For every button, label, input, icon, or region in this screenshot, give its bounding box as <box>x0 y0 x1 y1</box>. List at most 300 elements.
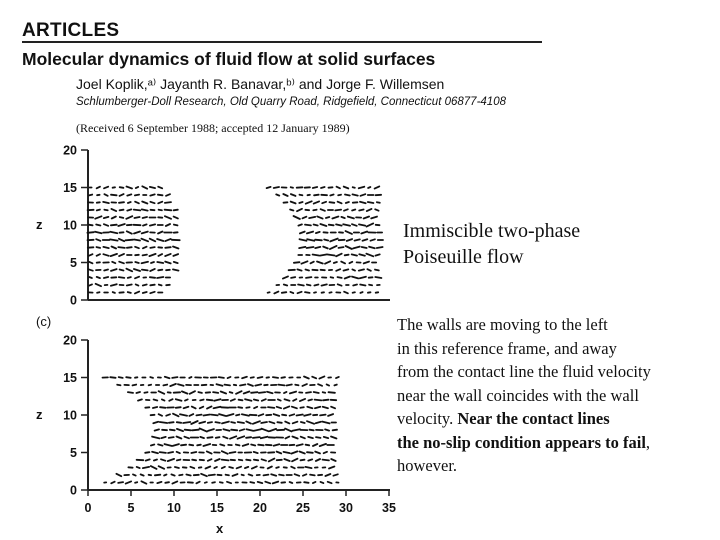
velocity-vector <box>214 467 217 468</box>
velocity-vector <box>284 452 290 453</box>
velocity-vector <box>274 187 279 188</box>
caption-line: near the wall coincides with the wall <box>397 385 639 405</box>
y-ticks-bottom <box>63 334 88 498</box>
velocity-vector <box>189 445 193 446</box>
velocity-vector <box>203 444 210 446</box>
velocity-vector <box>262 399 266 401</box>
velocity-vector <box>346 231 353 234</box>
x-tick-label: 35 <box>382 501 396 515</box>
velocity-vector <box>293 422 298 424</box>
velocity-vector <box>236 391 242 394</box>
velocity-vector <box>174 225 178 226</box>
velocity-vector <box>219 377 224 378</box>
velocity-vector <box>363 239 368 240</box>
velocity-vector <box>290 392 296 394</box>
velocity-vector <box>298 292 302 293</box>
velocity-vector <box>367 223 374 226</box>
velocity-vector <box>262 459 266 460</box>
velocity-vector <box>244 392 250 394</box>
velocity-vector <box>304 377 309 379</box>
authors: Joel Koplik,ᵃ⁾ Jayanth R. Banavar,ᵇ⁾ and Jorge F. Willemsen <box>76 76 445 92</box>
velocity-vector <box>153 422 158 423</box>
velocity-vector <box>217 384 223 386</box>
velocity-vector <box>252 466 257 468</box>
velocity-vector <box>287 385 292 386</box>
velocity-vector <box>301 261 307 263</box>
velocity-vector <box>321 187 325 188</box>
velocity-vector <box>331 437 337 439</box>
velocity-vector <box>303 217 307 219</box>
velocity-vector <box>111 284 117 286</box>
velocity-vector <box>348 217 354 219</box>
velocity-vector <box>259 392 265 393</box>
velocity-vector <box>160 452 166 453</box>
velocity-vector <box>239 460 243 461</box>
velocity-vector <box>285 437 289 439</box>
velocity-vector <box>338 277 342 278</box>
velocity-vector <box>301 460 305 461</box>
velocity-vector <box>307 232 313 234</box>
velocity-vector <box>267 187 271 188</box>
velocity-vector <box>97 247 101 248</box>
velocity-vector <box>184 407 189 408</box>
y-tick-label: 5 <box>70 446 77 460</box>
velocity-vector <box>133 474 136 475</box>
velocity-vector <box>325 474 330 476</box>
velocity-vector <box>142 209 148 210</box>
velocity-vector <box>345 195 350 196</box>
velocity-vector <box>158 254 162 256</box>
velocity-vector <box>161 437 165 438</box>
velocity-vector <box>254 429 261 431</box>
x-tick-label: 30 <box>339 501 353 515</box>
velocity-vector <box>191 452 196 453</box>
plot-top <box>36 144 390 308</box>
section-label: ARTICLES <box>22 20 120 41</box>
velocity-vector <box>153 407 157 408</box>
velocity-vector <box>168 452 173 453</box>
velocity-vector <box>302 384 307 386</box>
velocity-vector <box>127 247 132 248</box>
velocity-vector <box>165 377 170 378</box>
velocity-vector <box>97 187 100 189</box>
velocity-vector <box>133 385 137 386</box>
velocity-vector <box>307 239 314 241</box>
velocity-vector <box>368 187 370 188</box>
velocity-vector <box>320 415 326 416</box>
velocity-vector <box>313 255 319 256</box>
velocity-vector <box>316 232 320 233</box>
velocity-vector <box>166 224 170 226</box>
velocity-vector <box>177 460 181 461</box>
velocity-vector <box>291 187 293 188</box>
velocity-vector <box>291 467 295 469</box>
velocity-vector <box>151 445 154 446</box>
velocity-vector <box>330 202 335 203</box>
velocity-vector <box>238 422 244 423</box>
velocity-vector <box>96 239 100 241</box>
velocity-vector <box>226 475 229 476</box>
velocity-vector <box>360 202 366 203</box>
velocity-vector <box>165 239 170 241</box>
panel-label-c: (c) <box>36 314 52 329</box>
velocity-vector <box>135 262 139 263</box>
velocity-vector <box>169 422 174 423</box>
velocity-vector <box>359 187 365 189</box>
velocity-vector <box>344 209 348 210</box>
velocity-vector <box>306 270 310 271</box>
velocity-vector <box>292 459 298 462</box>
velocity-vector <box>120 217 124 218</box>
velocity-vector <box>240 385 245 386</box>
velocity-vector <box>316 422 321 423</box>
velocity-vector <box>292 437 297 439</box>
velocity-vector <box>112 217 116 219</box>
velocity-vector <box>227 482 231 483</box>
velocity-vector <box>359 224 365 225</box>
velocity-vector <box>304 414 310 416</box>
velocity-vector <box>222 451 228 454</box>
velocity-vector <box>112 247 117 249</box>
velocity-vector <box>323 247 328 249</box>
velocity-vector <box>307 247 314 248</box>
velocity-vector <box>151 466 157 469</box>
velocity-vector <box>245 399 251 401</box>
y-tick-label: 10 <box>63 218 77 233</box>
velocity-vector <box>375 277 381 278</box>
velocity-vector <box>174 210 178 211</box>
velocity-vector <box>254 400 258 401</box>
velocity-vector <box>135 195 139 196</box>
velocity-vector <box>229 467 233 468</box>
velocity-vector <box>327 384 330 385</box>
velocity-vector <box>189 377 191 378</box>
velocity-vector <box>185 430 191 431</box>
velocity-vector <box>222 467 225 468</box>
velocity-vector <box>150 247 154 248</box>
plot-bottom <box>36 314 396 536</box>
velocity-vector <box>97 210 100 211</box>
velocity-vector <box>283 276 288 278</box>
velocity-vector <box>291 194 296 196</box>
velocity-vector <box>89 225 93 226</box>
velocity-vector <box>255 384 261 385</box>
velocity-vector <box>246 407 249 408</box>
velocity-vector <box>259 414 264 416</box>
velocity-vector <box>160 422 168 423</box>
velocity-vector <box>246 437 251 438</box>
velocity-vector <box>126 216 132 219</box>
velocity-vector <box>135 202 139 204</box>
velocity-vector <box>331 277 334 278</box>
velocity-vector <box>341 217 344 218</box>
velocity-vector <box>159 391 165 394</box>
velocity-vector <box>169 399 172 401</box>
velocity-vector <box>353 285 357 286</box>
x-axis-label-bottom: x <box>216 521 224 536</box>
velocity-vector <box>321 209 325 211</box>
velocity-vector <box>367 269 371 271</box>
velocity-vector <box>336 269 340 271</box>
velocity-vector <box>273 377 278 378</box>
velocity-vector <box>292 429 300 431</box>
velocity-vector <box>315 247 320 248</box>
velocity-vector <box>352 254 357 255</box>
velocity-vector <box>104 210 107 211</box>
velocity-vector <box>89 195 92 196</box>
velocity-vector <box>110 232 117 233</box>
velocity-vector <box>88 269 92 270</box>
velocity-vector <box>176 407 181 408</box>
velocity-vector <box>291 451 297 453</box>
velocity-vector <box>273 482 279 484</box>
velocity-vector <box>164 475 166 476</box>
velocity-vector <box>160 407 165 408</box>
velocity-vector <box>169 437 174 438</box>
velocity-vector <box>239 400 243 401</box>
velocity-vector <box>303 474 307 475</box>
velocity-vector <box>165 202 171 203</box>
y-tick-label: 20 <box>63 143 77 158</box>
velocity-vector <box>118 247 125 248</box>
velocity-vector <box>176 399 182 401</box>
velocity-vector <box>264 475 269 476</box>
velocity-vector <box>352 277 358 279</box>
velocity-vector <box>163 385 167 386</box>
velocity-vector <box>208 422 212 423</box>
velocity-vector <box>173 254 178 256</box>
velocity-vector <box>143 224 147 225</box>
velocity-vector <box>333 430 337 431</box>
velocity-vector <box>341 262 345 264</box>
velocity-vector <box>165 262 171 264</box>
velocity-vector <box>281 377 285 378</box>
velocity-vector <box>364 217 370 219</box>
vector-field-top <box>87 186 383 293</box>
caption-line: The walls are moving to the left <box>397 315 608 334</box>
velocity-vector <box>136 392 140 393</box>
velocity-vector <box>331 459 336 461</box>
velocity-vector <box>242 377 247 378</box>
velocity-vector <box>313 187 317 188</box>
velocity-vector <box>159 466 165 469</box>
velocity-vector <box>141 474 144 475</box>
velocity-vector <box>277 422 281 423</box>
velocity-vector <box>359 254 365 255</box>
velocity-vector <box>359 210 363 211</box>
velocity-vector <box>128 292 131 293</box>
velocity-vector <box>343 224 350 225</box>
velocity-vector <box>367 209 372 211</box>
caption-line: in this reference frame, and away <box>397 338 617 358</box>
velocity-vector <box>321 482 324 483</box>
velocity-vector <box>112 262 115 263</box>
velocity-vector <box>213 392 218 393</box>
velocity-vector <box>180 414 187 415</box>
velocity-vector <box>338 202 342 204</box>
velocity-vector <box>359 269 364 270</box>
velocity-vector <box>352 224 357 226</box>
velocity-vector <box>328 414 333 416</box>
caption-text: velocity. <box>397 409 454 428</box>
velocity-vector <box>120 187 124 188</box>
velocity-vector <box>360 292 362 293</box>
velocity-vector <box>135 247 139 248</box>
velocity-vector <box>150 224 155 225</box>
velocity-vector <box>314 392 319 393</box>
velocity-vector <box>328 482 332 483</box>
velocity-vector <box>334 385 336 386</box>
velocity-vector <box>158 232 163 234</box>
velocity-vector <box>154 400 158 401</box>
velocity-vector <box>314 201 319 203</box>
velocity-vector <box>200 400 203 401</box>
velocity-vector <box>212 482 215 483</box>
velocity-vector <box>282 415 286 416</box>
velocity-vector <box>111 482 115 484</box>
velocity-vector <box>334 262 337 263</box>
velocity-vector <box>222 422 229 424</box>
velocity-vector <box>170 384 176 386</box>
velocity-vector <box>293 399 296 401</box>
velocity-vector <box>119 377 123 378</box>
velocity-vector <box>295 474 300 476</box>
velocity-vector <box>228 377 231 378</box>
velocity-vector <box>120 210 124 211</box>
velocity-vector <box>369 247 375 249</box>
velocity-vector <box>377 247 383 248</box>
velocity-vector <box>177 422 181 423</box>
velocity-vector <box>243 444 249 446</box>
velocity-vector <box>278 385 284 386</box>
velocity-vector <box>104 277 108 278</box>
velocity-vector <box>200 407 204 409</box>
velocity-vector <box>184 437 189 439</box>
velocity-vector <box>300 232 305 234</box>
velocity-vector <box>144 392 147 393</box>
velocity-vector <box>361 194 366 196</box>
velocity-vector <box>173 444 179 446</box>
velocity-vector <box>120 194 124 196</box>
velocity-vector <box>150 377 153 378</box>
velocity-vector <box>152 452 158 453</box>
velocity-vector <box>246 460 250 461</box>
velocity-vector <box>300 452 305 454</box>
y-tick-label: 15 <box>63 371 77 385</box>
velocity-vector <box>310 430 314 431</box>
x-tick-label: 15 <box>210 501 224 515</box>
velocity-vector <box>198 392 202 393</box>
velocity-vector <box>221 392 226 394</box>
velocity-vector <box>172 377 177 378</box>
velocity-vector <box>336 224 342 225</box>
velocity-vector <box>120 270 124 271</box>
velocity-vector <box>231 430 237 431</box>
velocity-vector <box>104 187 108 189</box>
velocity-vector <box>329 225 334 226</box>
velocity-vector <box>118 482 123 483</box>
velocity-vector <box>222 460 229 461</box>
velocity-vector <box>346 246 352 249</box>
velocity-vector <box>301 422 305 423</box>
velocity-vector <box>306 445 310 446</box>
velocity-vector <box>200 428 207 431</box>
velocity-vector <box>333 474 337 475</box>
velocity-vector <box>119 202 124 203</box>
velocity-vector <box>142 186 147 188</box>
velocity-vector <box>246 429 253 430</box>
velocity-vector <box>97 277 100 278</box>
velocity-vector <box>155 475 160 476</box>
velocity-vector <box>142 232 148 234</box>
velocity-vector <box>207 406 212 408</box>
velocity-vector <box>285 422 289 424</box>
velocity-vector <box>177 429 183 431</box>
velocity-vector <box>192 430 199 431</box>
velocity-vector <box>285 399 290 400</box>
velocity-vector <box>300 407 303 408</box>
velocity-vector <box>319 376 324 378</box>
velocity-vector <box>146 459 150 460</box>
velocity-vector <box>284 459 289 461</box>
velocity-vector <box>277 407 281 408</box>
velocity-vector <box>127 209 131 210</box>
velocity-vector <box>172 481 177 483</box>
velocity-vector <box>209 475 215 476</box>
velocity-vector <box>143 255 147 256</box>
velocity-vector <box>353 187 355 188</box>
velocity-vector <box>166 414 170 415</box>
velocity-vector <box>154 460 157 461</box>
velocity-vector <box>110 377 115 378</box>
velocity-vector <box>322 284 327 285</box>
velocity-vector <box>158 202 162 204</box>
velocity-vector <box>111 269 117 271</box>
velocity-vector <box>103 202 109 203</box>
y-tick-label: 10 <box>63 408 77 423</box>
velocity-vector <box>312 377 316 379</box>
velocity-vector <box>325 429 329 430</box>
velocity-vector <box>242 475 244 476</box>
velocity-vector <box>97 254 100 256</box>
velocity-vector <box>369 285 372 286</box>
velocity-vector <box>316 459 320 461</box>
velocity-vector <box>238 436 245 438</box>
velocity-vector <box>328 255 335 256</box>
velocity-vector <box>149 385 152 386</box>
velocity-vector <box>134 210 141 211</box>
velocity-vector <box>345 255 349 256</box>
velocity-vector <box>192 460 196 461</box>
velocity-vector <box>230 392 233 393</box>
velocity-vector <box>189 414 193 416</box>
velocity-vector <box>330 239 338 242</box>
velocity-vector <box>261 437 268 439</box>
velocity-vector <box>349 262 352 263</box>
velocity-vector <box>352 210 355 211</box>
velocity-vector <box>134 240 140 241</box>
velocity-vector <box>155 429 159 430</box>
velocity-vector <box>200 437 204 438</box>
velocity-vector <box>220 444 224 445</box>
velocity-vector <box>141 239 148 242</box>
velocity-vector <box>135 292 139 294</box>
velocity-vector <box>197 445 201 446</box>
velocity-vector <box>318 384 322 386</box>
velocity-vector <box>338 284 342 285</box>
velocity-vector <box>308 437 313 438</box>
velocity-vector <box>127 187 133 189</box>
